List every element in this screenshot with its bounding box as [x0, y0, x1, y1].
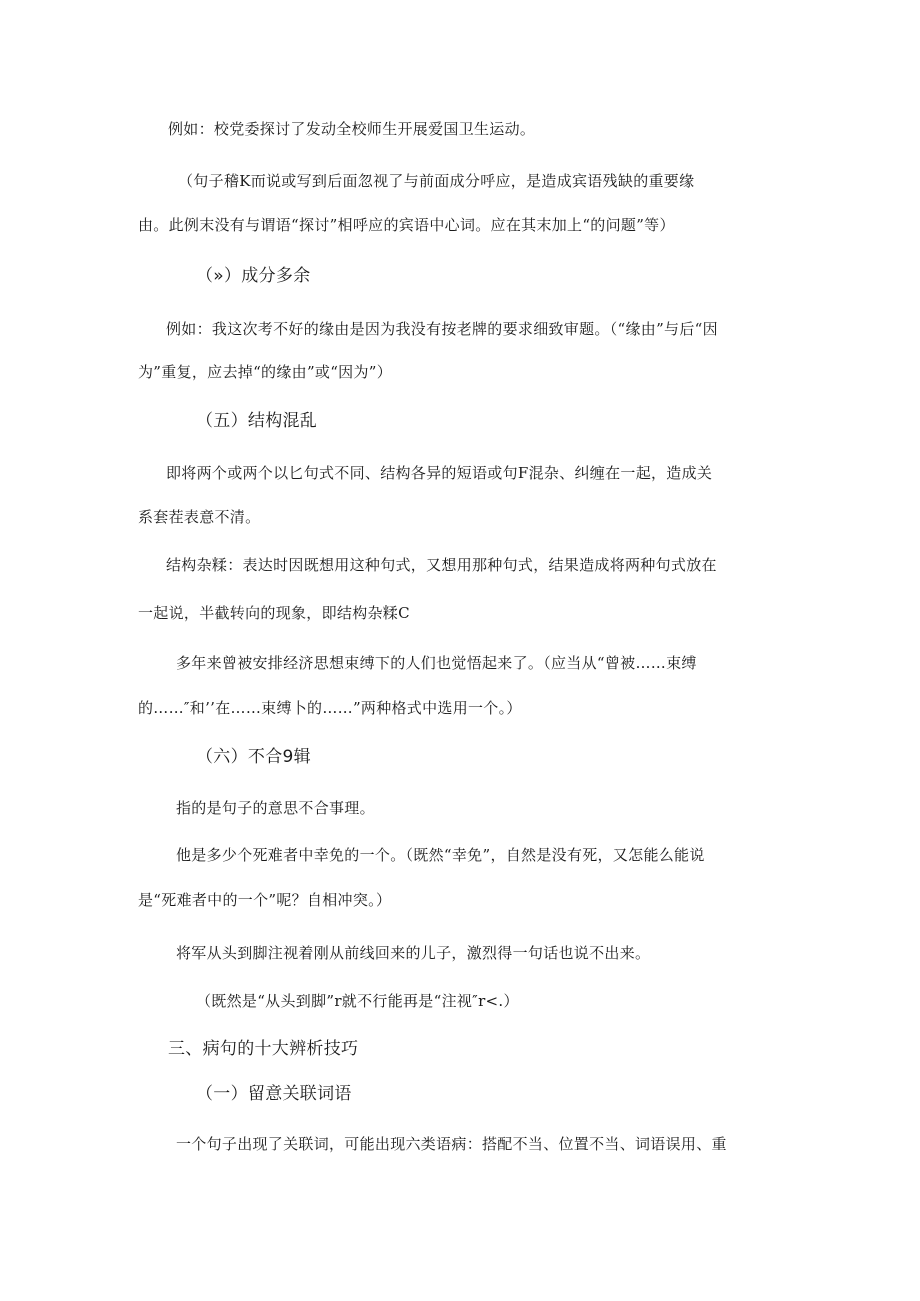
example-sentence-line: 是“死难者中的一个”呢？自相冲突。）: [138, 891, 392, 909]
section-heading-conjunctions: （一）留意关联词语: [196, 1084, 352, 1104]
section-heading-structural-confusion: （五）结构混乱: [196, 411, 318, 431]
explanation-line: （既然是“从头到脚”r就不行能再是“注视″r<.）: [196, 992, 519, 1010]
example-sentence-line: 他是多少个死难者中幸免的一个。（既然“幸免”，自然是没有死，又怎能么能说: [176, 846, 705, 864]
definition-line: 指的是句子的意思不合事理。: [176, 799, 375, 817]
definition-line: 系套茬表意不清。: [138, 508, 261, 526]
example-sentence-line: 将军从头到脚注视着刚从前线回来的儿子，激烈得一句话也说不出来。: [176, 944, 651, 962]
example-sentence-line: 的……″和’’在……束缚卜的……”两种格式中选用一个。）: [138, 699, 522, 717]
example-sentence-line: 例如：校党委探讨了发动全校师生开展爱国卫生运动。: [168, 120, 536, 138]
example-sentence-line: 例如：我这次考不好的缘由是因为我没有按老牌的要求细致审题。（“缘由”与后“因: [166, 320, 718, 338]
explanation-line: 由。此例末没有与谓语“探讨”相呼应的宾语中心词。应在其末加上“的问题”等）: [138, 216, 675, 234]
definition-line: 一个句子出现了关联词，可能出现六类语病：搭配不当、位置不当、词语误用、重: [176, 1135, 727, 1153]
explanation-line: 结构杂糅：表达时因既想用这种句式，又想用那种句式，结果造成将两种句式放在: [166, 556, 717, 574]
definition-line: 即将两个或两个以匕句式不同、结构各异的短语或句F混杂、纠缠在一起，造成关: [166, 464, 713, 482]
example-sentence-line: 多年来曾被安排经济思想束缚下的人们也觉悟起来了。（应当从“曾被……束缚: [176, 654, 697, 672]
chapter-heading-analysis-techniques: 三、病句的十大辨析技巧: [168, 1039, 359, 1059]
explanation-line: 一起说，半截转向的现象，即结构杂糅C: [138, 604, 410, 622]
section-heading-illogical: （六）不合9辑: [196, 747, 311, 767]
section-heading-redundant-elements: （»）成分多余: [196, 266, 311, 286]
explanation-line: （句子稽K而说或写到后面忽视了与前面成分呼应，是造成宾语残缺的重要缘: [178, 172, 695, 190]
example-sentence-line: 为”重复，应去掉“的缘由”或“因为”）: [138, 363, 393, 381]
